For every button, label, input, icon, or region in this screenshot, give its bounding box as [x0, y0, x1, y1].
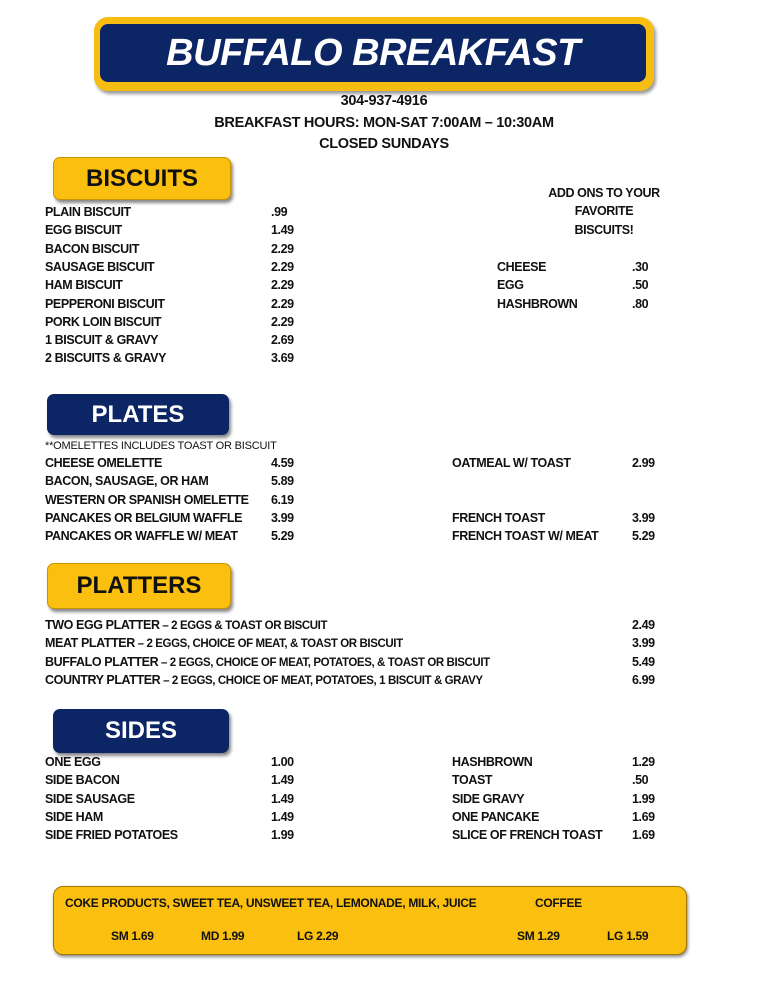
menu-item-name: PORK LOIN BISCUIT: [45, 314, 162, 329]
omelette-note: **OMELETTES INCLUDES TOAST OR BISCUIT: [45, 440, 277, 452]
platter-description: – 2 EGGS, CHOICE OF MEAT, & TOAST OR BISCUIT: [134, 638, 403, 651]
menu-item-name: SIDE BACON: [45, 773, 120, 788]
menu-item-price: 2.29: [271, 296, 294, 311]
platter-price: 6.99: [632, 672, 655, 687]
platter-name: COUNTRY PLATTER: [45, 672, 161, 687]
menu-item-price: 3.99: [632, 510, 655, 525]
menu-item-price: 6.19: [271, 492, 294, 507]
addon-price: .80: [632, 296, 649, 311]
menu-item-price: 1.00: [271, 755, 294, 769]
soft-drink-size-md: MD 1.99: [201, 929, 245, 943]
menu-item-price: 2.29: [271, 314, 294, 329]
menu-item-price: 2.69: [271, 333, 294, 348]
menu-item-name: SIDE SAUSAGE: [45, 791, 135, 806]
menu-item-price: 1.99: [271, 828, 294, 843]
platter-item: [45, 617, 327, 634]
menu-item-name: SAUSAGE BISCUIT: [45, 259, 155, 274]
title-banner: [94, 17, 654, 91]
platter-price: 3.99: [632, 636, 655, 651]
platter-price: 5.49: [632, 654, 655, 669]
menu-item-name: ONE EGG: [45, 755, 101, 769]
menu-item-name: BACON, SAUSAGE, OR HAM: [45, 474, 209, 489]
phone-number: 304-937-4916: [340, 93, 428, 109]
menu-item-price: 4.59: [271, 456, 294, 470]
platter-name: TWO EGG PLATTER: [45, 618, 160, 632]
drinks-box: [53, 886, 687, 955]
breakfast-hours: BREAKFAST HOURS: MON-SAT 7:00AM – 10:30AM: [214, 115, 554, 131]
platter-name: MEAT PLATTER: [45, 636, 135, 651]
menu-item-name: HASHBROWN: [452, 755, 533, 769]
menu-item-price: 1.99: [632, 791, 655, 806]
menu-item-price: .50: [632, 773, 649, 788]
menu-item-price: 1.69: [632, 809, 655, 824]
soft-drink-size-lg: LG 2.29: [297, 929, 339, 943]
restaurant-title: BUFFALO BREAKFAST: [166, 31, 580, 74]
platter-item: [45, 635, 403, 652]
addon-price: .30: [632, 260, 649, 274]
soft-drinks-title: COKE PRODUCTS, SWEET TEA, UNSWEET TEA, LEMONADE, MILK, JUICE: [65, 896, 477, 910]
menu-item-name: EGG BISCUIT: [45, 223, 122, 238]
addon-price: .50: [632, 278, 649, 293]
soft-drink-size-sm: SM 1.69: [111, 929, 154, 943]
menu-item-name: SIDE HAM: [45, 809, 103, 824]
menu-item-name: HAM BISCUIT: [45, 278, 123, 293]
menu-item-price: 1.49: [271, 773, 294, 788]
menu-item-name: CHEESE OMELETTE: [45, 456, 162, 470]
menu-item-price: 1.69: [632, 828, 655, 843]
menu-item-name: BACON BISCUIT: [45, 241, 140, 256]
platter-item: [45, 672, 483, 689]
menu-item-price: 5.29: [632, 529, 655, 544]
platter-description: – 2 EGGS & TOAST OR BISCUIT: [159, 620, 328, 632]
menu-item-price: 1.29: [632, 755, 655, 769]
menu-item-price: 3.99: [271, 510, 294, 525]
menu-item-price: 1.49: [271, 791, 294, 806]
menu-item-name: FRENCH TOAST: [452, 510, 545, 525]
addons-title: FAVORITE: [574, 204, 634, 219]
menu-item-price: 1.49: [271, 223, 294, 238]
menu-item-name: PEPPERONI BISCUIT: [45, 296, 165, 311]
platter-item: [45, 654, 490, 671]
menu-item-price: 2.99: [632, 456, 655, 470]
section-header-platters: PLATTERS: [47, 563, 231, 609]
menu-item-name: 1 BISCUIT & GRAVY: [45, 333, 159, 348]
section-header-sides: SIDES: [53, 709, 229, 753]
platter-description: – 2 EGGS, CHOICE OF MEAT, POTATOES, 1 BISCUIT & GRAVY: [160, 674, 483, 687]
menu-item-price: 2.29: [271, 259, 294, 274]
menu-item-name: OATMEAL W/ TOAST: [452, 456, 571, 470]
menu-item-price: 5.89: [271, 474, 294, 489]
menu-item-price: 5.29: [271, 529, 294, 544]
menu-item-price: 2.29: [271, 241, 294, 256]
menu-item-name: 2 BISCUITS & GRAVY: [45, 351, 167, 366]
menu-item-price: .99: [271, 205, 288, 219]
menu-item-name: SIDE GRAVY: [452, 791, 525, 806]
menu-item-price: 2.29: [271, 278, 294, 293]
title-banner-inner: [100, 24, 646, 82]
menu-item-name: TOAST: [452, 773, 493, 788]
menu-item-name: ONE PANCAKE: [452, 809, 540, 824]
menu-item-name: PLAIN BISCUIT: [45, 205, 131, 219]
menu-item-name: SLICE OF FRENCH TOAST: [452, 828, 603, 843]
menu-item-name: SIDE FRIED POTATOES: [45, 828, 178, 843]
addon-name: EGG: [497, 278, 524, 293]
addon-name: CHEESE: [497, 260, 547, 274]
menu-item-name: PANCAKES OR BELGIUM WAFFLE: [45, 510, 243, 525]
menu-item-name: FRENCH TOAST W/ MEAT: [452, 529, 599, 544]
coffee-size-lg: LG 1.59: [607, 929, 649, 943]
closed-notice: CLOSED SUNDAYS: [319, 136, 449, 152]
menu-item-price: 3.69: [271, 351, 294, 366]
menu-item-price: 1.49: [271, 809, 294, 824]
menu-item-name: WESTERN OR SPANISH OMELETTE: [45, 492, 249, 507]
addon-name: HASHBROWN: [497, 296, 578, 311]
platter-description: – 2 EGGS, CHOICE OF MEAT, POTATOES, & TOAST OR BISCUIT: [158, 656, 490, 669]
platter-name: BUFFALO PLATTER: [45, 654, 159, 669]
platter-price: 2.49: [632, 618, 655, 632]
coffee-size-sm: SM 1.29: [517, 929, 560, 943]
menu-item-name: PANCAKES OR WAFFLE W/ MEAT: [45, 529, 238, 544]
section-header-plates: PLATES: [47, 394, 229, 435]
addons-title: BISCUITS!: [574, 222, 634, 237]
addons-title: ADD ONS TO YOUR: [548, 186, 660, 200]
section-header-biscuits: BISCUITS: [53, 157, 231, 200]
coffee-title: COFFEE: [535, 896, 582, 910]
